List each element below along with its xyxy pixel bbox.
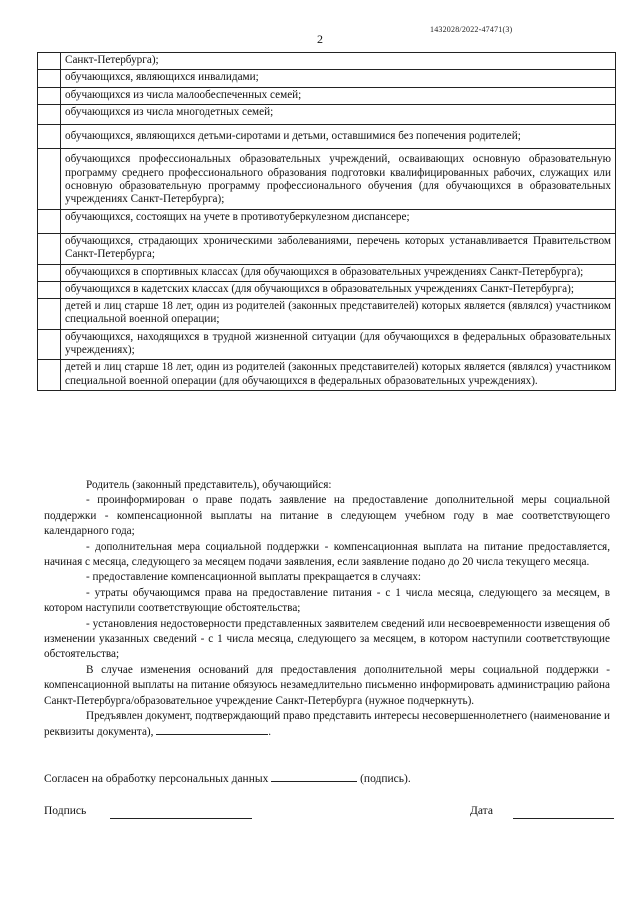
declaration-text [44,478,610,740]
category-text: обучающихся в спортивных классах (для обучающихся в образовательных учреждениях Санкт-Петербурга); [61,264,616,281]
paragraph: - проинформирован о праве подать заявление на предоставление дополнительной меры социальной поддержки - компенсационной выплаты на питание в следующем учебном году в мае соответствующего календарного года; [44,494,610,538]
category-text: обучающихся из числа многодетных семей; [61,104,616,124]
table-row [38,53,616,70]
table-row [38,209,616,233]
category-text: обучающихся, являющихся детьми-сиротами и детьми, оставшимися без попечения родителей; [61,125,616,149]
table-row [38,281,616,298]
category-text: обучающихся, состоящих на учете в противотуберкулезном диспансере; [61,209,616,233]
category-text: обучающихся, страдающих хроническими заболеваниями, перечень которых устанавливается Правительством Санкт-Петербурга; [61,233,616,264]
document-statement: Предъявлен документ, подтверждающий право представить интересы несовершеннолетнего (наименование и реквизиты документа), [44,710,610,738]
table-row [38,104,616,124]
date-field[interactable] [513,818,614,819]
checkbox-cell[interactable] [38,149,61,209]
checkbox-cell[interactable] [38,209,61,233]
paragraph: Родитель (законный представитель), обучающийся: [86,479,332,491]
document-id: 1432028/2022-47471(3) [430,25,513,34]
checkbox-cell[interactable] [38,53,61,70]
category-text: обучающихся, находящихся в трудной жизненной ситуации (для обучающихся в федеральных образовательных учреждениях); [61,329,616,360]
table-row [38,299,616,330]
checkbox-cell[interactable] [38,233,61,264]
checkbox-cell[interactable] [38,87,61,104]
checkbox-cell[interactable] [38,264,61,281]
table-row [38,70,616,87]
table-row [38,360,616,391]
checkbox-cell[interactable] [38,299,61,330]
paragraph: - установления недостоверности представленных заявителем сведений или несвоевременности извещения об изменении указанных сведений - с 1 числа месяца, следующего за месяцем, в котором наступили соответствующие обстоятельства; [44,617,610,661]
paragraph: - предоставление компенсационной выплаты прекращается в случаях: [86,571,422,584]
category-text: детей и лиц старше 18 лет, один из родителей (законных представителей) которых является (являлся) участником специальной военной операции (для обучающихся в федеральных образовательных учреждениях). [61,360,616,391]
signature-label: Подпись [44,805,87,817]
page-number: 2 [317,32,323,46]
consent-text: Согласен на обработку персональных данных [44,773,269,785]
category-text: Санкт-Петербурга); [61,53,616,70]
consent-line [44,773,610,785]
signature-field[interactable] [110,818,252,819]
category-text: обучающихся, являющихся инвалидами; [61,70,616,87]
paragraph: Предъявлен документ, подтверждающий право представить интересы несовершеннолетнего (наименование и реквизиты документа), . [44,710,610,738]
category-text: обучающихся профессиональных образовательных учреждений, осваивающих основную образовательную программу среднего профессионального образования подготовки квалифицированных рабочих, служащих или основную образовательную программу профессионального обучения (для обучающихся в образовательных учреждениях Санкт-Петербурга); [61,149,616,209]
checkbox-cell[interactable] [38,125,61,149]
table-row [38,329,616,360]
table-row [38,264,616,281]
category-text: детей и лиц старше 18 лет, один из родителей (законных представителей) которых является (являлся) участником специальной военной операции; [61,299,616,330]
document-details-field[interactable] [156,734,268,735]
consent-signature-field[interactable] [271,781,357,782]
checkbox-cell[interactable] [38,70,61,87]
table-row [38,233,616,264]
paragraph: В случае изменения оснований для предоставления дополнительной меры социальной поддержки - компенсационной выплаты на питание обязуюсь незамедлительно письменно информировать администрацию района Санкт-Петербурга/образовательное учреждение Санкт-Петербурга (нужное подчеркнуть). [44,663,610,707]
table-row [38,87,616,104]
table-row [38,149,616,209]
paragraph: - дополнительная мера социальной поддержки - компенсационная выплата на питание предоставляется, начиная с месяца, следующего за месяцем подачи заявления, если заявление подано до 20 числа текущего месяца. [44,540,610,569]
checkbox-cell[interactable] [38,329,61,360]
checkbox-cell[interactable] [38,360,61,391]
date-label: Дата [470,805,493,817]
checkbox-cell[interactable] [38,104,61,124]
paragraph: - утраты обучающимся права на предоставление питания - с 1 числа месяца, следующего за месяцем, в котором наступили соответствующие обстоятельства; [44,586,610,615]
category-text: обучающихся в кадетских классах (для обучающихся в образовательных учреждениях Санкт-Петербурга); [61,281,616,298]
category-text: обучающихся из числа малообеспеченных семей; [61,87,616,104]
checkbox-cell[interactable] [38,281,61,298]
consent-suffix: (подпись). [360,773,411,785]
table-row [38,125,616,149]
eligibility-table [37,52,616,391]
